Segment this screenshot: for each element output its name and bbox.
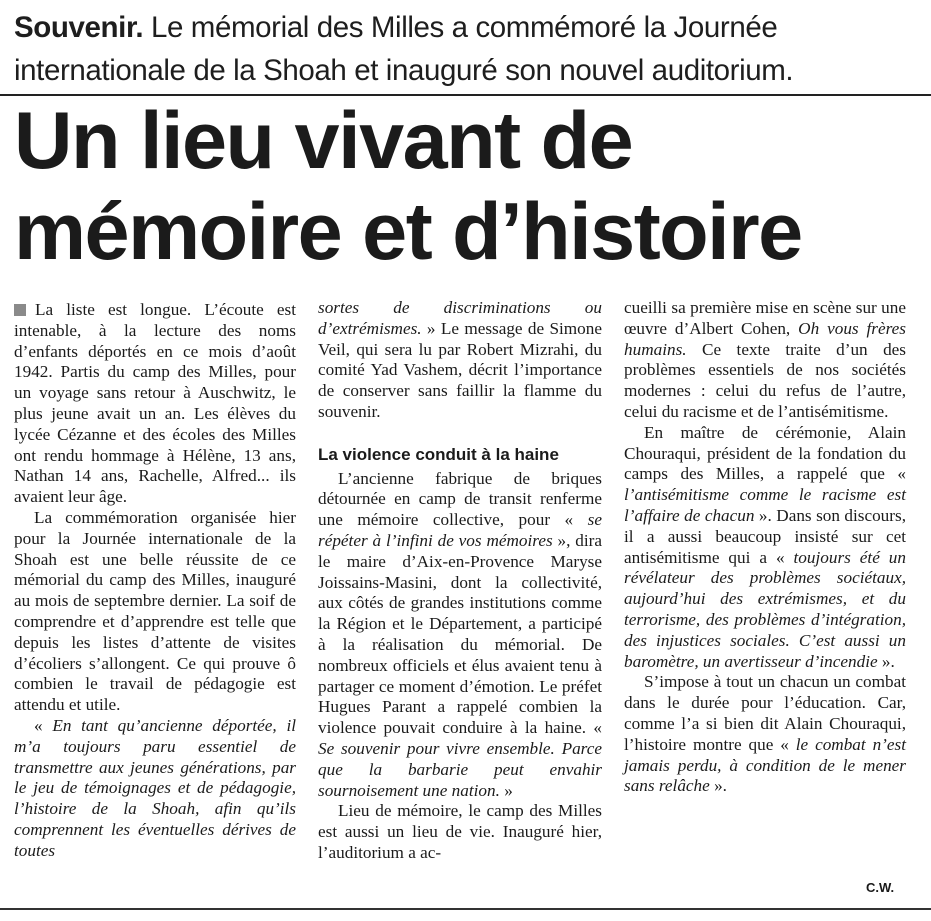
col2-p1-text: » Le message de Simone Veil, qui sera lu par Robert Mizrahi, du comité Yad Vashem, décrit l’importance de conserver sans faillir la flamme du souvenir. [318, 318, 602, 421]
author-signature: C.W. [866, 880, 895, 895]
bottom-rule [0, 908, 931, 910]
col1-p1-text: La liste est longue. L’écoute est intenable, à la lecture des noms d’enfants déportés en ce mois d’août 1942. Partis du camp des Milles, pour un voyage sans retour à Auschwitz, le plus jeune avait un an. Les élèves du lycée Cézanne et des écoles des Milles ont rendu hommage à Hélène, 13 ans, Nathan 14 ans, Rachelle, Alfred... ils avaient leur âge. [14, 300, 296, 507]
headline-line-1: Un lieu vivant de [14, 96, 633, 186]
col3-p2-quote2: toujours été un révélateur des problèmes sociétaux, aujourd’hui des extrémismes, et du terrorisme, des problèmes d’intégration, des injustices sociales. C’est aussi un baromètre, un avertisseur d’incendie [624, 547, 906, 671]
headline [14, 96, 919, 278]
col1-paragraph-1 [14, 300, 296, 508]
col3-paragraph-3 [624, 672, 906, 797]
column-2 [318, 298, 602, 864]
col2-p2-b: », dira le maire d’Aix-en-Provence Maryse Joissains-Masini, dont la collectivité, aux côtés de grandes institutions comme la Région et le Département, a participé à la réalisation du mémorial. De nombreux officiels et élus avaient tenu à partager ce moment d’émotion. Le préfet Hugues Parant a rappelé combien la violence pouvait conduire à la haine. « [318, 530, 602, 738]
col2-paragraph-3: Lieu de mémoire, le camp des Milles est aussi un lieu de vie. Inauguré hier, l’auditorium a ac- [318, 801, 602, 862]
col3-p1-quote: Oh vous frères humains. [624, 318, 906, 359]
col2-paragraph-2 [318, 469, 602, 802]
col2-p2-c: » [499, 780, 513, 800]
kicker-lead: Souvenir. [14, 11, 144, 44]
col1-paragraph-2: La commémoration organisée hier pour la Journée internationale de la Shoah est une belle réussite de ce mémorial du camp des Milles, inauguré au mois de septembre dernier. La soif de comprendre et d’apprendre est telle que depuis les listes d’attente de visites d’écoliers s’allongent. Ce qui prouve ô combien le travail de pédagogie est attendu et utile. [14, 507, 296, 715]
col2-p1-quote: sortes de discriminations ou d’extrémismes. [318, 298, 602, 338]
kicker [14, 6, 919, 92]
col2-p2-quote2: Se souvenir pour vivre ensemble. Parce que la barbarie peut envahir sournoisement une nation. [318, 738, 602, 800]
col3-paragraph-2 [624, 423, 906, 673]
col3-p3-quote: le combat n’est jamais perdu, à condition de le mener sans relâche [624, 734, 906, 796]
col2-paragraph-1 [318, 298, 602, 423]
subheading: La violence conduit à la haine [318, 444, 559, 464]
col3-p2-quote: l’antisémitisme comme le racisme est l’affaire de chacun [624, 485, 906, 525]
column-3 [624, 298, 906, 797]
column-1 [14, 300, 296, 862]
col3-p1-b: Ce texte traite d’un des problèmes essentiels de nos sociétés modernes : celui du refus de l’autre, celui du racisme et de l’antisémitisme. [624, 339, 906, 421]
col3-p1-a: cueilli sa première mise en scène sur une œuvre d’Albert Cohen, [624, 298, 906, 338]
col3-p2-c: ». [877, 651, 895, 671]
col3-paragraph-1 [624, 298, 906, 423]
col2-p2-a: L’ancienne fabrique de briques détournée en camp de transit renferme une mémoire collective, pour « [318, 468, 602, 530]
col3-p2-b: ». Dans son discours, il a aussi beaucoup insisté sur cet antisémitisme qui a « [624, 505, 906, 567]
col1-p3-open: « [34, 715, 53, 735]
col2-p2-quote: se répéter à l’infini de vos mémoires [318, 510, 602, 550]
kicker-line-1 [14, 6, 919, 49]
col3-p3-a: S’impose à tout un chacun un combat dans le durée pour l’éducation. Car, comme l’a si bien dit Alain Chouraqui, l’histoire montre que « [624, 672, 906, 754]
headline-line-2: mémoire et d’histoire [14, 187, 802, 277]
col1-paragraph-3 [14, 716, 296, 862]
paragraph-square-icon [14, 304, 26, 316]
col3-p3-b: ». [709, 776, 727, 796]
col1-p3-quote: En tant qu’ancienne déportée, il m’a toujours paru essentiel de transmettre aux jeunes générations, par le jeu de témoignages et de pédagogie, l’histoire de la Shoah, afin qu’ils comprennent les éventuelles dérives de toutes [14, 715, 296, 860]
kicker-line-1-text: Le mémorial des Milles a commémoré la Journée [143, 11, 778, 44]
kicker-line-2: internationale de la Shoah et inauguré son nouvel auditorium. [14, 54, 794, 87]
col3-p2-a: En maître de cérémonie, Alain Chouraqui, président de la fondation du camps des Milles, a rappelé que « [624, 422, 906, 484]
